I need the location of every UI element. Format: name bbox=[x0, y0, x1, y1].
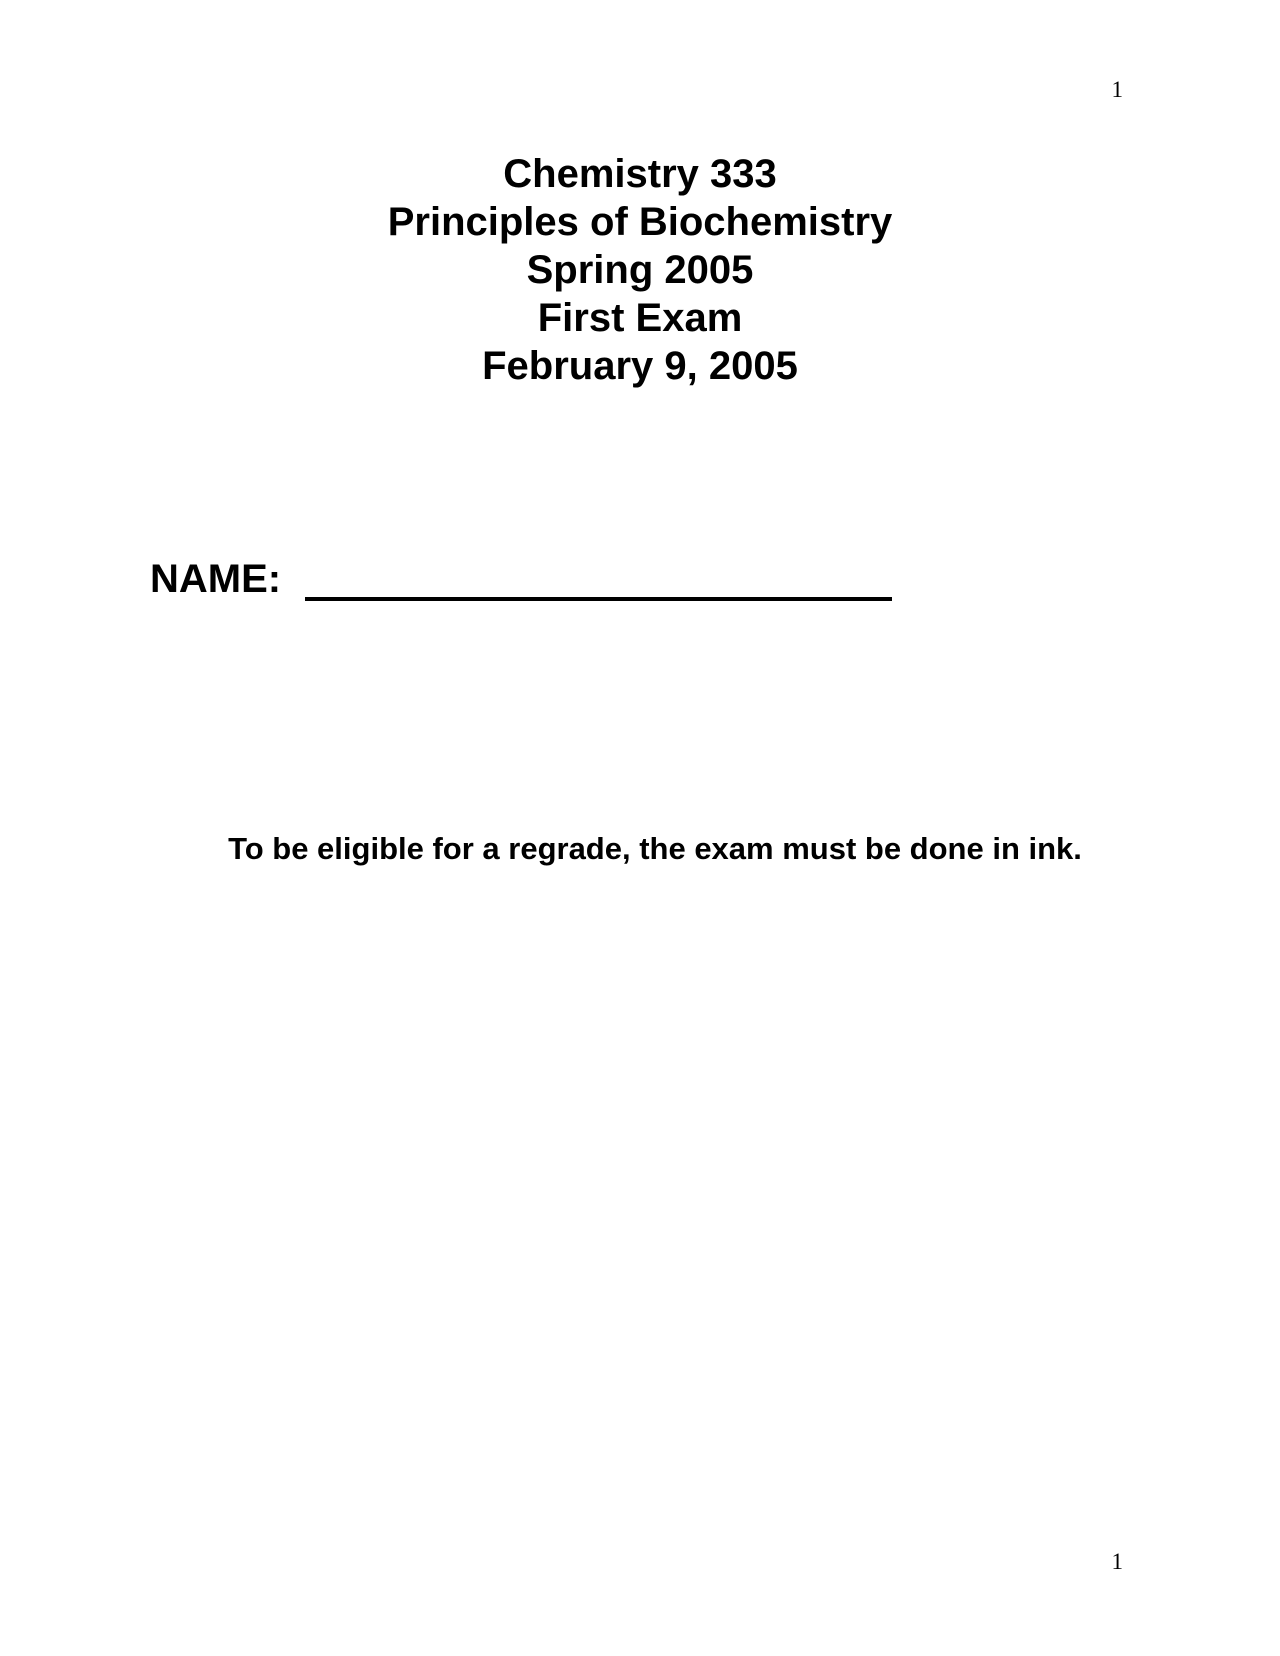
exam-date: February 9, 2005 bbox=[482, 344, 798, 388]
name-field bbox=[150, 555, 892, 603]
regrade-notice: To be eligible for a regrade, the exam must be done in ink. bbox=[228, 831, 1082, 866]
page-number-top: 1 bbox=[1111, 77, 1123, 102]
exam-term: Spring 2005 bbox=[526, 248, 754, 292]
name-blank-line[interactable] bbox=[305, 597, 892, 601]
title-block bbox=[0, 150, 1280, 390]
name-label: NAME: bbox=[150, 557, 282, 601]
course-subject: Principles of Biochemistry bbox=[387, 200, 893, 244]
course-title: Chemistry 333 bbox=[503, 152, 777, 196]
page-number-bottom: 1 bbox=[1111, 1549, 1123, 1574]
exam-name: First Exam bbox=[537, 296, 743, 340]
